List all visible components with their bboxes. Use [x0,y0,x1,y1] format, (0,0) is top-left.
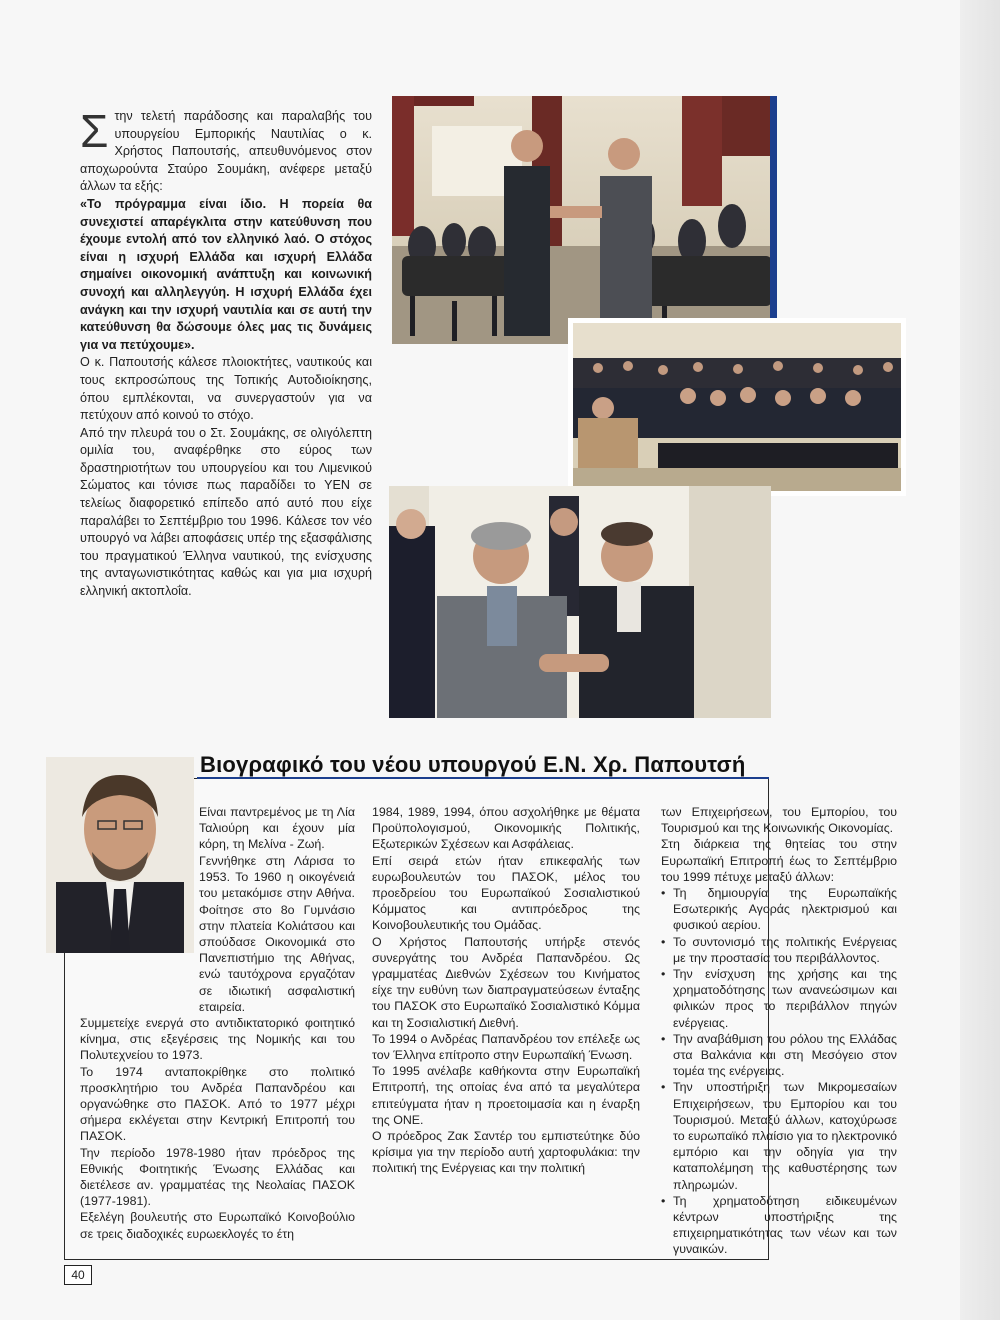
article-text [80,105,372,601]
page-number: 40 [64,1265,92,1285]
bio-col2-p2: Επί σειρά ετών ήταν επικεφαλής των ευρωβουλευτών του ΠΑΣΟΚ, μέλος του προεδρείου του Ευρωπαϊκού Σοσιαλιστικού Κόμματος και αντιπρόεδρος της Κοινοβουλευτικής του Ομάδας. [372,853,640,933]
photo-handshake-closeup [389,486,771,718]
bio-achievements-list [661,885,897,1258]
bio-col1-p1: Είναι παντρεμένος με τη Λία Ταλιούρη και έχουν μία κόρη, τη Μελίνα - Ζωή. [199,805,355,852]
article-para-2: Ο κ. Παπουτσής κάλεσε πλοιοκτήτες, ναυτικούς και τους εκπροσώπους της Τοπικής Αυτοδιοίκησης, όπου εμπλέκονται, να συνεργαστούν για να πετύχουν από κοινού το στόχο. [80,355,372,423]
list-item: • Την υποστήριξη των Μικρομεσαίων Επιχειρήσεων, του Εμπορίου και του Τουρισμού. Μεταξύ άλλων, κατοχύρωσε το ευρωπαϊκό πλαίσιο για το ηλεκτρονικό εμπόριο και την οδηγία για την καταπολέμηση της καθυστέρησης των πληρωμών. [661,1079,897,1192]
bio-col1-p4: Το 1974 ανταποκρίθηκε στο πολιτικό προσκλητήριο του Ανδρέα Παπανδρέου και οργανώθηκε στο ΠΑΣΟΚ. Από το 1977 μέχρι σήμερα εκλέγεται στην Κεντρική Επιτροπή του ΠΑΣΟΚ. [80,1064,355,1144]
list-item: • Τη χρηματοδότηση ειδικευμένων κέντρων υποστήριξης της επιχειρηματικότητας των νέων και των γυναικών. [661,1193,897,1258]
bio-col1-p5: Την περίοδο 1978-1980 ήταν πρόεδρος της Εθνικής Φοιτητικής Ένωσης Ελλάδας και διετέλεσε αν. γραμματέας της Νεολαίας ΠΑΣΟΚ (1977-1981). [80,1145,355,1209]
bio-col2-p6: Ο πρόεδρος Ζακ Σαντέρ του εμπιστεύτηκε δύο κρίσιμα για την περίοδο αυτή χαρτοφυλάκια: την πολιτική της Ενέργειας και την πολιτική [372,1129,640,1176]
bio-col1-p2: Γεννήθηκε στη Λάρισα το 1953. Το 1960 η οικογένειά του μετακόμισε στην Αθήνα. Φοίτησε στο 8ο Γυμνάσιο στην πλατεία Κολιάτσου και σπούδασε Οικονομικά στο Πανεπιστήμιο της Αθήνας, ενώ ταυτόχρονα εργαζόταν σε ιδιωτική ασφαλιστική εταιρεία. [199,854,355,1014]
bio-col-1-top [199,804,355,853]
article-para-3: Από την πλευρά του ο Στ. Σουμάκης, σε ολιγόλεπτη ομιλία του, αναφέρθηκε στο εύρος των δραστηριοτήτων του υπουργείου και του Λιμενικού Σώματος και τόνισε πως παραδίδει το ΥΕΝ σε τελείως διαφορετικό επίπεδο από αυτό που είχε παραλάβει το Σεπτέμβριο του 1996. Κάλεσε τον νέο υπουργό να λάβει αποφάσεις υπέρ της εξασφάλισης του πραγματικού Έλληνα ναυτικού, της ενίσχυσης της ανταγωνιστικότητας καθώς και για μια ισχυρή ελληνική ακτοπλοΐα. [80,425,372,599]
bio-col1-p3: Συμμετείχε ενεργά στο αντιδικτατορικό φοιτητικό κίνημα, στις εξεγέρσεις της Νομικής και του Πολυτεχνείου το 1973. [80,1016,355,1063]
bio-col2-p4: Το 1994 ο Ανδρέας Παπανδρέου τον επέλεξε ως τον Έλληνα επίτροπο στην Ευρωπαϊκή Ένωση. [372,1031,640,1063]
drop-cap: Σ [80,105,109,157]
photo-ceremony-handshake [392,96,777,344]
article-quote: «Το πρόγραμμα είναι ίδιο. Η πορεία θα συνεχιστεί απαρέγκλιτα στην κατεύθυνση που έχουμε εντολή από τον ελληνικό λαό. Ο στόχος είναι η ισχυρή Ελλάδα και ισχυρή Ελλάδα σημαίνει οικονομική ανάπτυξη και κοινωνική συνοχή και αλληλεγγύη. Η ισχυρή Ελλάδα έχει ανάγκη και την ισχυρή ναυτιλία και σε αυτή την κατεύθυνση θα δώσουμε όλες μας τις δυνάμεις για να πετύχουμε». [80,196,372,352]
bio-col3-p1: των Επιχειρήσεων, του Εμπορίου, του Τουρισμού και της Κοινωνικής Οικονομίας. [661,805,897,836]
bio-col-2 [372,804,640,1177]
bio-title: Βιογραφικό του νέου υπουργού Ε.Ν. Χρ. Παπουτσή [200,752,746,777]
bio-col3-p2: Στη διάρκεια της θητείας του στην Ευρωπαϊκή Επιτροπή έως το Σεπτέμβριο του 1999 πέτυχε μεταξύ άλλων: [661,837,897,884]
list-item: • Το συντονισμό της πολιτικής Ενέργειας με την προστασία του περιβάλλοντος. [661,934,897,966]
list-item: • Την ενίσχυση της χρήσης και της χρηματοδότησης των ανανεώσιμων και φιλικών προς το περιβάλλον πηγών ενέργειας. [661,966,897,1031]
page-edge [960,0,1000,1320]
bio-col2-p5: Το 1995 ανέλαβε καθήκοντα στην Ευρωπαϊκή Επιτροπή, της οποίας ένα από τα μεγαλύτερα επιτεύγματα ήταν η προετοιμασία και η έναρξη της ΟΝΕ. [372,1064,640,1127]
bio-col1-p6: Εξελέγη βουλευτής στο Ευρωπαϊκό Κοινοβούλιο σε τρεις διαδοχικές ευρωεκλογές το έτη [80,1210,355,1241]
bio-col-1 [80,853,355,1242]
list-item: • Την αναβάθμιση του ρόλου της Ελλάδας στα Βαλκάνια και στη Μεσόγειο στον τομέα της ενέργειας. [661,1031,897,1080]
bio-col2-p3: Ο Χρήστος Παπουτσής υπήρξε στενός συνεργάτης του Ανδρέα Παπανδρέου. Ως γραμματέας Διεθνών Σχέσεων του Κινήματος είχε την ευθύνη των διαπραγματεύσεων ένταξης του ΠΑΣΟΚ στο Ευρωπαϊκό Σοσιαλιστικό Κόμμα και τη Σοσιαλιστική Διεθνή. [372,934,640,1030]
bio-col-3 [661,804,897,1258]
photo-audience [568,318,906,496]
article-para-1: την τελετή παράδοσης και παραλαβής του υπουργείου Εμπορικής Ναυτιλίας ο κ. Χρήστος Παπουτσής, απευθυνόμενος στον αποχωρούντα Σταύρο Σουμάκη, ανέφερε μεταξύ άλλων τα εξής: [80,109,372,194]
bio-col2-p1: 1984, 1989, 1994, όπου ασχολήθηκε με θέματα Προϋπολογισμού, Οικονομικής Πολιτικής, Εξωτερικών Σχέσεων και Ασφάλειας. [372,805,640,852]
list-item: • Τη δημιουργία της Ευρωπαϊκής Εσωτερικής Αγοράς ηλεκτρισμού και φυσικού αερίου. [661,885,897,934]
photo-accent-bar [770,96,777,344]
